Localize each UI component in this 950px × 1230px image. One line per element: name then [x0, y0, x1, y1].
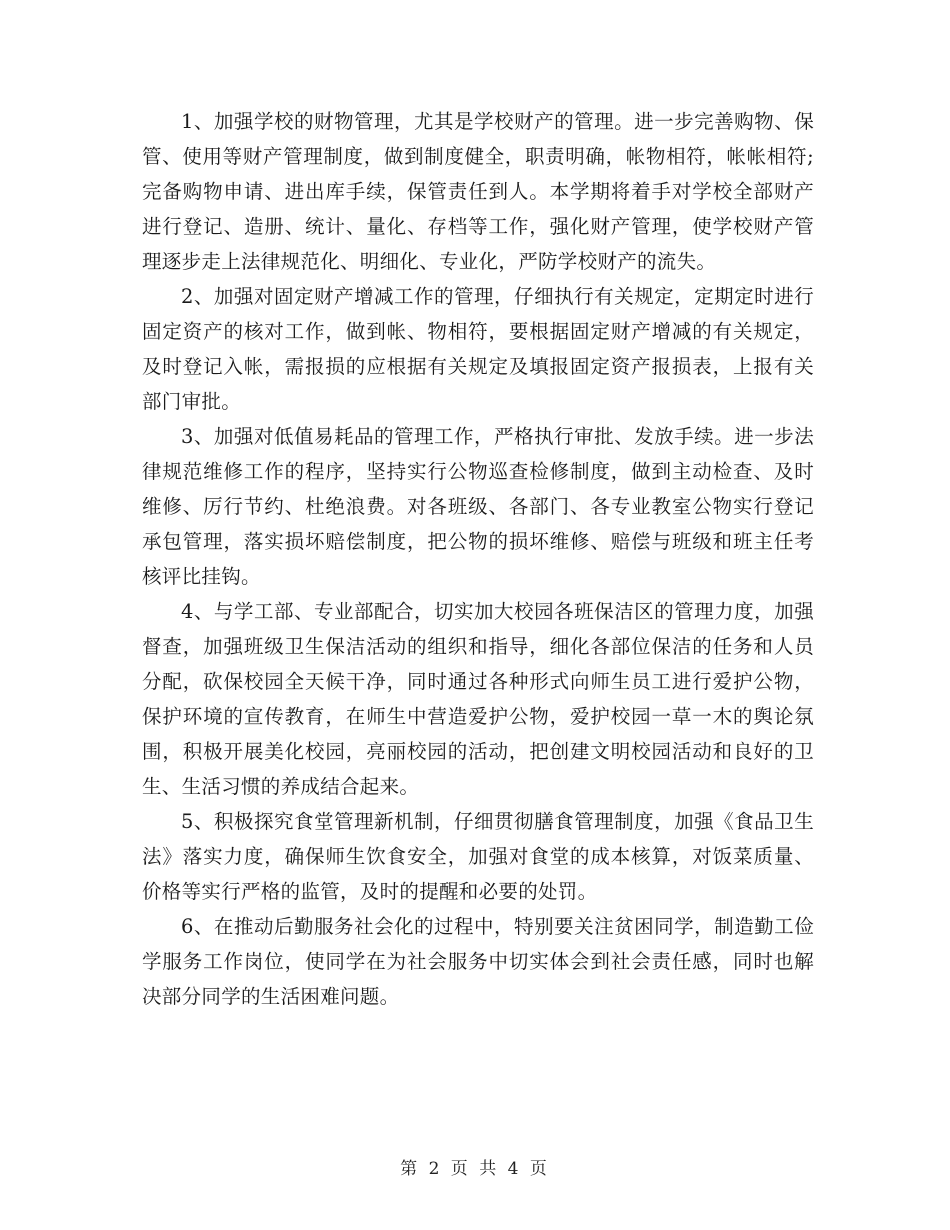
paragraph-4: 4、与学工部、专业部配合，切实加大校园各班保洁区的管理力度，加强督查，加强班级卫生保洁活动的组织和指导，细化各部位保洁的任务和人员分配，砍保校园全天候干净，同时通过各种形式向师生员工进行爱护公物，保护环境的宣传教育，在师生中营造爱护公物，爱护校园一草一木的舆论氛围，积极开展美化校园，亮丽校园的活动，把创建文明校园活动和良好的卫生、生活习惯的养成结合起来。: [142, 600, 814, 798]
paragraph-5: 5、积极探究食堂管理新机制，仔细贯彻膳食管理制度，加强《食品卫生法》落实力度，确保师生饮食安全，加强对食堂的成本核算，对饭菜质量、价格等实行严格的监管，及时的提醒和必要的处罚。: [142, 810, 814, 903]
paragraph-2: 2、加强对固定财产增减工作的管理，仔细执行有关规定，定期定时进行固定资产的核对工作，做到帐、物相符，要根据固定财产增减的有关规定，及时登记入帐，需报损的应根据有关规定及填报固定资产报损表，上报有关部门审批。: [142, 285, 814, 413]
document-body: [142, 104, 814, 1014]
page-number-footer: 第 2 页 共 4 页: [400, 1159, 550, 1179]
paragraph-1: 1、加强学校的财物管理，尤其是学校财产的管理。进一步完善购物、保管、使用等财产管理制度，做到制度健全，职责明确，帐物相符，帐帐相符;完备购物申请、进出库手续，保管责任到人。本学期将着手对学校全部财产进行登记、造册、统计、量化、存档等工作，强化财产管理，使学校财产管理逐步走上法律规范化、明细化、专业化，严防学校财产的流失。: [142, 110, 814, 273]
paragraph-6: 6、在推动后勤服务社会化的过程中，特别要关注贫困同学，制造勤工俭学服务工作岗位，使同学在为社会服务中切实体会到社会责任感，同时也解决部分同学的生活困难问题。: [142, 915, 814, 1008]
paragraph-3: 3、加强对低值易耗品的管理工作，严格执行审批、发放手续。进一步法律规范维修工作的程序，坚持实行公物巡查检修制度，做到主动检查、及时维修、厉行节约、杜绝浪费。对各班级、各部门、各专业教室公物实行登记承包管理，落实损坏赔偿制度，把公物的损坏维修、赔偿与班级和班主任考核评比挂钩。: [142, 425, 814, 588]
